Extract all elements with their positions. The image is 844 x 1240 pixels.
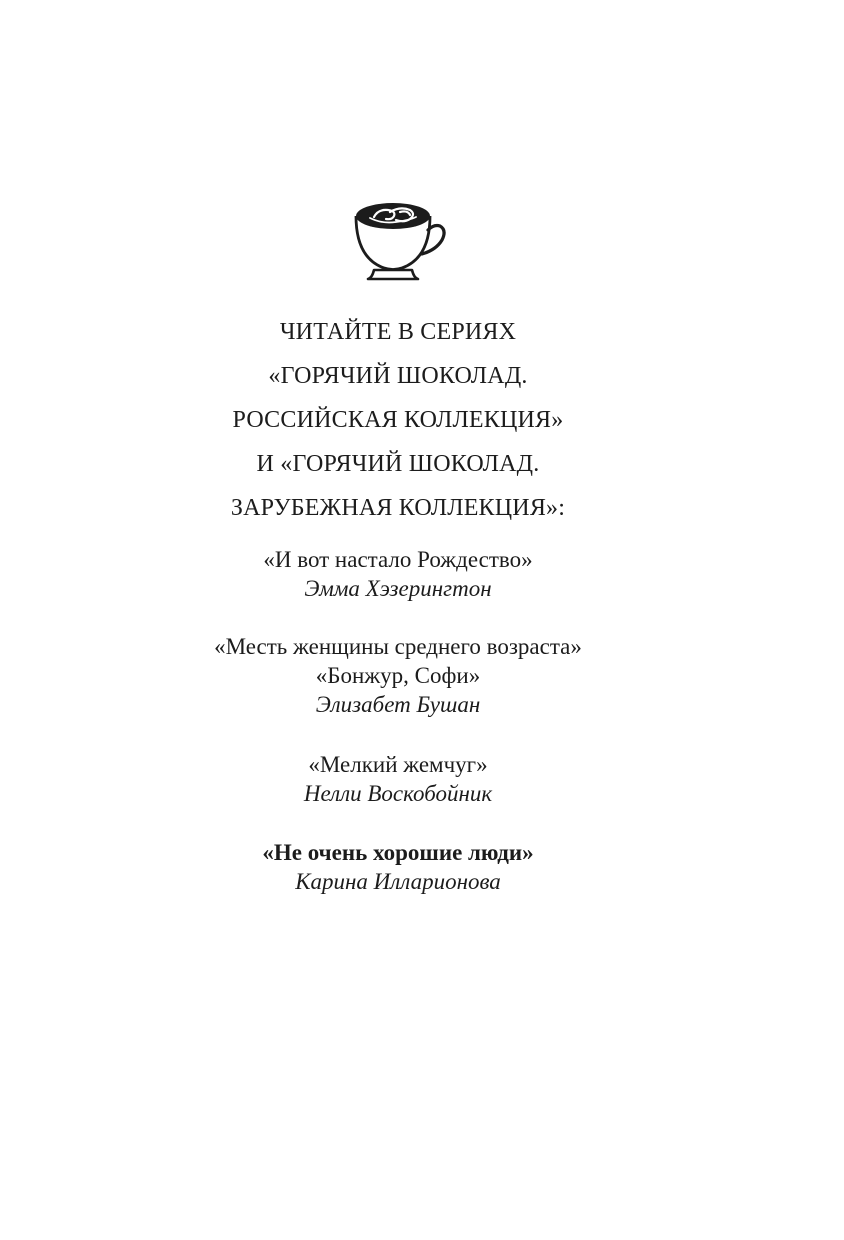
book-entry — [0, 750, 796, 808]
series-heading-line: ЗАРУБЕЖНАЯ КОЛЛЕКЦИЯ»: — [230, 495, 566, 521]
book-entry — [0, 545, 796, 603]
series-heading-line: И «ГОРЯЧИЙ ШОКОЛАД. — [256, 451, 540, 477]
series-heading-line: ЧИТАЙТЕ В СЕРИЯХ — [279, 319, 517, 345]
series-heading-line: «ГОРЯЧИЙ ШОКОЛАД. — [268, 363, 528, 389]
series-heading-line: РОССИЙСКАЯ КОЛЛЕКЦИЯ» — [232, 407, 564, 433]
book-entry — [0, 632, 796, 719]
book-entry-featured — [0, 838, 796, 896]
book-title: «Не очень хорошие люди» — [262, 840, 534, 865]
book-author: Карина Илларионова — [295, 869, 501, 894]
book-author: Элизабет Бушан — [315, 692, 481, 717]
book-title: «Месть женщины среднего возраста» — [214, 634, 582, 659]
book-author: Нелли Воскобойник — [303, 781, 493, 806]
book-title: «Бонжур, Софи» — [315, 663, 481, 688]
teacup-icon — [352, 200, 448, 282]
book-author: Эмма Хэзерингтон — [304, 576, 492, 601]
book-title: «Мелкий жемчуг» — [308, 752, 488, 777]
series-heading — [0, 310, 796, 530]
book-title: «И вот настало Рождество» — [263, 547, 533, 572]
